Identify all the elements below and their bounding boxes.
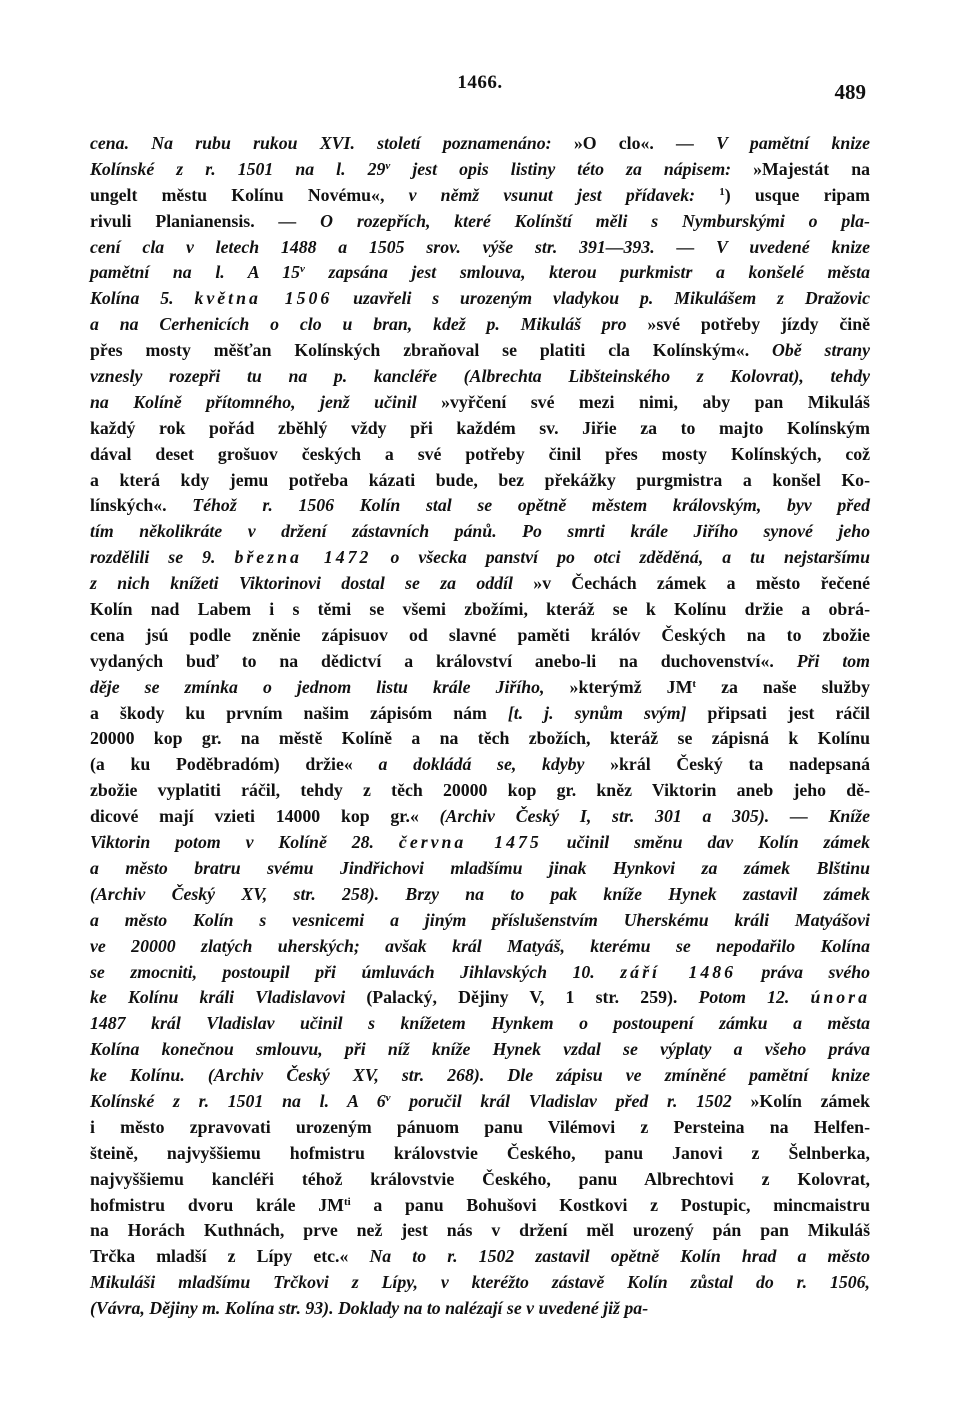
italic-text: 1487 král Vladislav učinil s knížetem Hynkem o postoupení zámku a města	[90, 1013, 870, 1034]
italic-text: — O rozepřích, které Kolínští měli s Nymburskými o pla-	[278, 210, 870, 231]
roman-text: vydaných buď to na dědictví a království anebo-li na duchovenství«.	[90, 650, 797, 671]
italic-text: jest opis listiny této za nápisem:	[390, 158, 754, 179]
roman-text: »v Čechách zámek a město řečené	[533, 573, 870, 594]
text-line	[90, 675, 870, 701]
roman-text: »O clo«.	[573, 133, 677, 153]
italic-text: června 1475	[398, 832, 542, 853]
italic-text: — V pamětní knize	[676, 133, 870, 153]
text-line	[90, 726, 870, 752]
roman-text: za naše služby	[696, 676, 870, 697]
superscript: v	[300, 263, 305, 276]
italic-text: Kolína konečnou smlouvu, při níž kníže Hynek vzdal se výplaty a všeho práva	[90, 1039, 870, 1060]
text-line	[90, 338, 870, 364]
italic-text: se zmocniti, postoupil při úmluvách Jihlavských 10.	[90, 961, 621, 982]
superscript: ti	[343, 1195, 351, 1208]
text-line	[90, 260, 870, 286]
text-line	[90, 183, 870, 209]
text-line	[90, 597, 870, 623]
roman-text: šteině, najvyššiemu hofmistru královstvie Českého, panu Janovi z Šelnberka,	[90, 1142, 870, 1163]
italic-text: uzavřeli s urozeným vladykou p. Mikulášem z Dražovic	[332, 288, 871, 309]
text-line	[90, 649, 870, 675]
roman-text: přes mosty měšťan Kolínských zbraňoval se platiti cla Kolínským«.	[90, 340, 773, 361]
italic-text: rozdělili se 9.	[90, 547, 235, 568]
superscript: 1	[719, 185, 725, 198]
text-line	[90, 856, 870, 882]
text-line	[90, 830, 870, 856]
text-line	[90, 1141, 870, 1167]
text-line	[90, 934, 870, 960]
italic-text: a dokládá se, kdyby	[378, 754, 611, 775]
superscript: t	[692, 677, 697, 690]
text-line	[90, 131, 870, 157]
text-line	[90, 416, 870, 442]
italic-text: února	[810, 987, 870, 1008]
body-text	[90, 131, 870, 1322]
roman-text: Trčka mladší z Lípy etc.«	[90, 1246, 370, 1267]
italic-text: Téhož r. 1506 Kolín stal se opětně městem královským, byv před	[192, 495, 870, 516]
italic-text: o všecka panství po otci zděděná, a tu nejstaršímu	[371, 547, 870, 568]
roman-text: »král Český ta nadepsaná	[610, 754, 871, 775]
italic-text: práva svého	[736, 961, 870, 982]
text-line	[90, 1167, 870, 1193]
italic-text: tím několikráte v držení zástavních pánů. Po smrti krále Jiřího synové jeho	[90, 521, 870, 542]
text-line	[90, 1089, 870, 1115]
italic-text: Potom 12.	[698, 987, 811, 1008]
roman-text: a která kdy jemu potřeba kázati bude, bez překážky purgmistra a konšel Ko-	[90, 469, 870, 490]
roman-text: cena jsú podle zněnie zápisuov od slavné paměti králóv Českých na to zbožie	[90, 624, 870, 645]
roman-text: rivuli Planianensis.	[90, 210, 279, 231]
text-line	[90, 468, 870, 494]
italic-text: Mikuláši mladšímu Trčkovi z Lípy, v kteréžto zástavě Kolín zůstal do r. 1506,	[90, 1272, 870, 1293]
italic-text: a město Kolín s vesnicemi a jiným příslušenstvím Uherskému králi Matyášovi	[90, 909, 870, 930]
roman-text: 20000 kop gr. na městě Kolíně a na těch zbožích, kteráž se zápisná k Kolínu	[90, 728, 870, 749]
italic-text: května 1506	[194, 288, 333, 309]
text-line	[90, 778, 870, 804]
text-line	[90, 908, 870, 934]
roman-text: »své potřeby jízdy čině	[647, 314, 870, 335]
text-line	[90, 1193, 870, 1219]
roman-text: na Horách Kuthnách, prve než jest nás v držení měl urozený pán pan Mikuláš	[90, 1220, 870, 1241]
roman-text: najvyššiemu kancléři téhož královstvie Českého, panu Albrechtovi z Kolovrat,	[90, 1168, 870, 1189]
italic-text: pamětní na l. A 15	[90, 262, 301, 283]
italic-text: zapsána jest smlouva, kterou purkmistr a konšelé města	[304, 262, 870, 283]
roman-text: »kterýmž JM	[569, 676, 693, 697]
italic-text: (Archiv Český I, str. 301 a 305). — Kníže	[439, 806, 870, 827]
italic-text: učinil směnu dav Kolín zámek	[541, 832, 870, 853]
italic-text: a na Cerhenicích o clo u bran, kdež p. Mikuláš pro	[90, 314, 648, 335]
italic-text: března 1472	[234, 547, 372, 568]
roman-text: hofmistru dvoru krále JM	[90, 1194, 344, 1215]
running-header-year: 1466.	[457, 72, 503, 93]
roman-text: (Palacký, Dějiny V, 1 str. 259).	[366, 987, 699, 1008]
italic-text: vznesly rozepři tu na p. kancléře (Albrechta Libšteinského z Kolovrat), tehdy	[90, 366, 870, 387]
italic-text: Viktorin potom v Kolíně 28.	[90, 832, 399, 853]
italic-text: Obě strany	[772, 340, 870, 361]
text-line	[90, 442, 870, 468]
italic-text: Kolína 5.	[90, 288, 195, 309]
italic-text: na Kolíně přítomného, jenž učinil	[90, 391, 442, 412]
roman-text: Kolín nad Labem i s těmi se všemi zbožími, kteráž se k Kolínu držie a obrá-	[90, 599, 870, 620]
text-line	[90, 804, 870, 830]
italic-text: ke Kolínu. (Archiv Český XV, str. 268). Dle zápisu ve zmíněné pamětní knize	[90, 1065, 870, 1086]
italic-text: Kolínské z r. 1501 na l. A 6	[90, 1090, 386, 1111]
text-line	[90, 286, 870, 312]
text-line	[90, 960, 870, 986]
italic-text: cení cla v letech 1488 a 1505 srov. výše str. 391—393. — V uvedené knize	[90, 236, 870, 257]
text-line	[90, 1270, 870, 1296]
italic-text: v němž vsunut jest přídavek:	[408, 184, 720, 205]
roman-text: »Kolín zámek	[750, 1090, 870, 1111]
italic-text: poručil král Vladislav před r. 1502	[390, 1090, 751, 1111]
roman-text: a panu Bohušovi Kostkovi z Postupic, mincmaistru	[350, 1194, 870, 1215]
roman-text: ungelt městu Kolínu Novému«,	[90, 184, 409, 205]
roman-text: zbožie vyplatiti ráčil, tehdy z těch 20000 kop gr. kněz Viktorin aneb jeho dě-	[90, 780, 870, 801]
roman-text: připsati jest ráčil	[686, 702, 871, 723]
text-line	[90, 157, 870, 183]
text-line	[90, 701, 870, 727]
roman-text: ) usque ripam	[724, 184, 870, 205]
italic-text: (Vávra, Dějiny m. Kolína str. 93). Doklady na to nalézají se v uvedené již pa-	[90, 1298, 649, 1319]
roman-text: dával deset grošuov českých a své potřeby činil přes mosty Kolínských, což	[90, 443, 870, 464]
italic-text: z nich knížeti Viktorinovi dostal se za oddíl	[90, 573, 534, 594]
italic-text: [t. j. synům svým]	[507, 702, 687, 723]
text-line	[90, 312, 870, 338]
text-line	[90, 1063, 870, 1089]
text-line	[90, 571, 870, 597]
text-line	[90, 390, 870, 416]
text-line	[90, 1296, 870, 1322]
text-line	[90, 1011, 870, 1037]
roman-text: dicové mají vzieti 14000 kop gr.«	[90, 806, 440, 827]
superscript: v	[385, 159, 391, 172]
italic-text: září 1486	[620, 961, 737, 982]
text-line	[90, 1115, 870, 1141]
roman-text: a škody ku prvním našim zápisóm nám	[90, 702, 508, 723]
page-number: 489	[834, 80, 866, 104]
roman-text: »Majestát na	[753, 158, 870, 179]
text-line	[90, 519, 870, 545]
text-line	[90, 493, 870, 519]
roman-text: »vyřčení své mezi nimi, aby pan Mikuláš	[441, 391, 870, 412]
roman-text: každý rok pořád zběhlý vždy při každém sv. Jiřie za to majto Kolínským	[90, 417, 870, 438]
text-line	[90, 209, 870, 235]
italic-text: Na to r. 1502 zastavil opětně Kolín hrad a město	[369, 1246, 870, 1267]
text-line	[90, 1218, 870, 1244]
italic-text: ve 20000 zlatých uherských; avšak král Matyáš, kterému se nepodařilo Kolína	[90, 935, 870, 956]
roman-text: i město zpravovati urozeným pánuom panu Vilémovi z Persteina na Helfen-	[90, 1116, 870, 1137]
text-line	[90, 623, 870, 649]
text-line	[90, 882, 870, 908]
text-line	[90, 364, 870, 390]
text-line	[90, 545, 870, 571]
roman-text: (a ku Poděbradóm) držie«	[90, 754, 379, 775]
text-line	[90, 235, 870, 261]
italic-text: ke Kolínu králi Vladislavovi	[90, 987, 367, 1008]
superscript: v	[385, 1091, 391, 1104]
text-line	[90, 752, 870, 778]
text-line	[90, 985, 870, 1011]
italic-text: a město bratru svému Jindřichovi mladšímu jinak Hynkovi za zámek Blštinu	[90, 857, 870, 878]
italic-text: cena. Na rubu rukou XVI. století poznamenáno:	[90, 133, 574, 153]
roman-text: línských«.	[90, 495, 193, 516]
text-line	[90, 1037, 870, 1063]
italic-text: Kolínské z r. 1501 na l. 29	[90, 158, 386, 179]
italic-text: děje se zmínka o jednom listu krále Jiřího,	[90, 676, 570, 697]
italic-text: Při tom	[796, 650, 870, 671]
italic-text: (Archiv Český XV, str. 258). Brzy na to pak kníže Hynek zastavil zámek	[90, 883, 870, 904]
text-line	[90, 1244, 870, 1270]
